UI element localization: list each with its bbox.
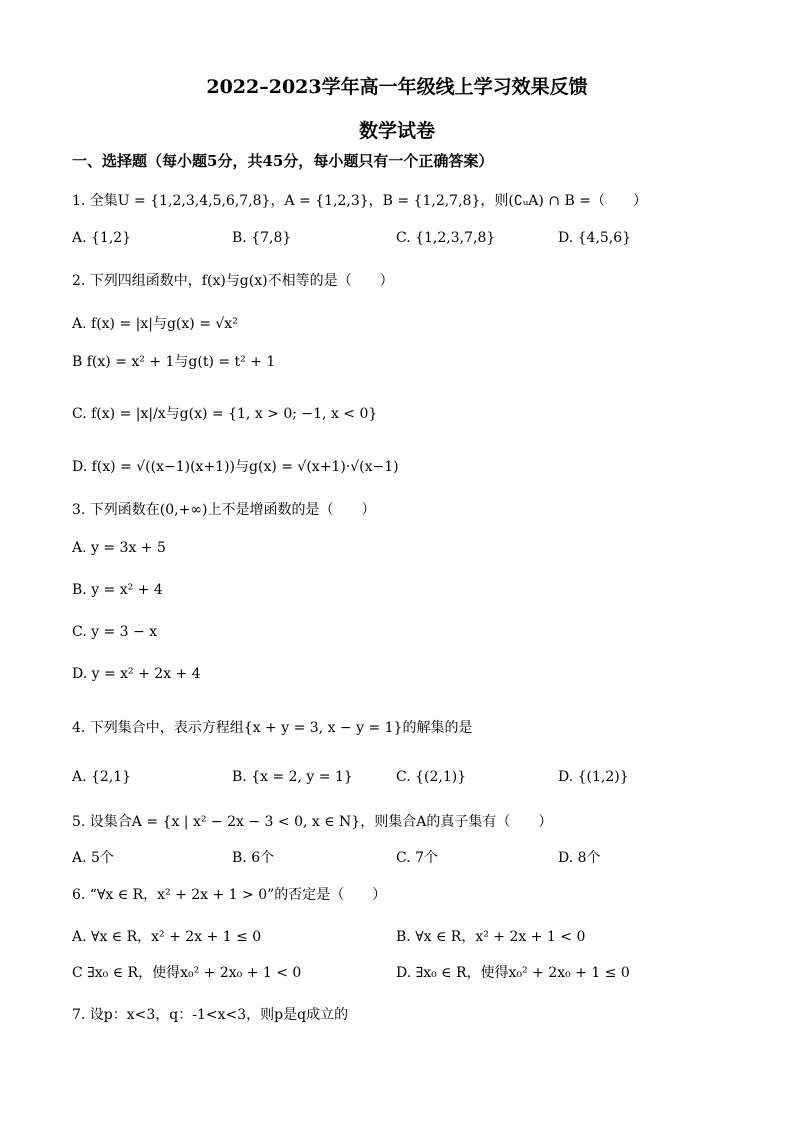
question-1-stem: 1. 全集U = {1,2,3,4,5,6,7,8}，A = {1,2,3}，B = {1,2,7,8}，则(∁ᵤA) ∩ B =（ ） — [72, 193, 647, 209]
q3-option-b: B. y = x² + 4 — [72, 582, 163, 598]
q3-option-a: A. y = 3x + 5 — [72, 540, 166, 556]
q5-option-b: B. 6个 — [232, 850, 275, 866]
q1-option-d: D. {4,5,6} — [558, 230, 632, 246]
q5-option-c: C. 7个 — [396, 850, 439, 866]
q3-option-c: C. y = 3 − x — [72, 624, 158, 640]
question-6-stem: 6. “∀x ∈ R，x² + 2x + 1 > 0”的否定是（ ） — [72, 887, 387, 903]
q6-option-d: D. ∃x₀ ∈ R，使得x₀² + 2x₀ + 1 ≤ 0 — [396, 965, 630, 981]
question-3-stem: 3. 下列函数在(0,+∞)上不是增函数的是（ ） — [72, 502, 376, 518]
q4-option-b: B. {x = 2, y = 1} — [232, 769, 353, 785]
question-4-stem: 4. 下列集合中，表示方程组{x + y = 3, x − y = 1}的解集的是 — [72, 720, 473, 736]
q5-option-a: A. 5个 — [72, 850, 114, 866]
q6-option-b: B. ∀x ∈ R，x² + 2x + 1 < 0 — [396, 929, 586, 945]
exam-title: 2022–2023学年高一年级线上学习效果反馈 — [206, 76, 588, 98]
q2-option-c: C. f(x) = |x|/x与g(x) = {1, x > 0; −1, x < 0} — [72, 406, 378, 422]
exam-subtitle: 数学试卷 — [358, 120, 435, 142]
q2-option-b: B f(x) = x² + 1与g(t) = t² + 1 — [72, 354, 276, 370]
q4-option-c: C. {(2,1)} — [396, 769, 467, 785]
q4-option-d: D. {(1,2)} — [558, 769, 629, 785]
question-7-stem: 7. 设p：x<3，q：-1<x<3，则p是q成立的 — [72, 1007, 349, 1023]
q1-option-c: C. {1,2,3,7,8} — [396, 230, 496, 246]
q2-option-d: D. f(x) = √((x−1)(x+1))与g(x) = √(x+1)·√(x−1) — [72, 459, 399, 475]
q6-option-c: C ∃x₀ ∈ R，使得x₀² + 2x₀ + 1 < 0 — [72, 965, 302, 981]
question-2-stem: 2. 下列四组函数中，f(x)与g(x)不相等的是（ ） — [72, 273, 394, 289]
q5-option-d: D. 8个 — [558, 850, 601, 866]
question-5-stem: 5. 设集合A = {x | x² − 2x − 3 < 0, x ∈ N}，则集合A的真子集有（ ） — [72, 814, 553, 830]
q4-option-a: A. {2,1} — [72, 769, 132, 785]
q1-option-a: A. {1,2} — [72, 230, 132, 246]
q6-option-a: A. ∀x ∈ R，x² + 2x + 1 ≤ 0 — [72, 929, 262, 945]
q3-option-d: D. y = x² + 2x + 4 — [72, 666, 201, 682]
q1-option-b: B. {7,8} — [232, 230, 292, 246]
q2-option-a: A. f(x) = |x|与g(x) = √x² — [72, 316, 238, 332]
section-heading: 一、选择题（每小题5分，共45分，每小题只有一个正确答案） — [72, 152, 494, 170]
